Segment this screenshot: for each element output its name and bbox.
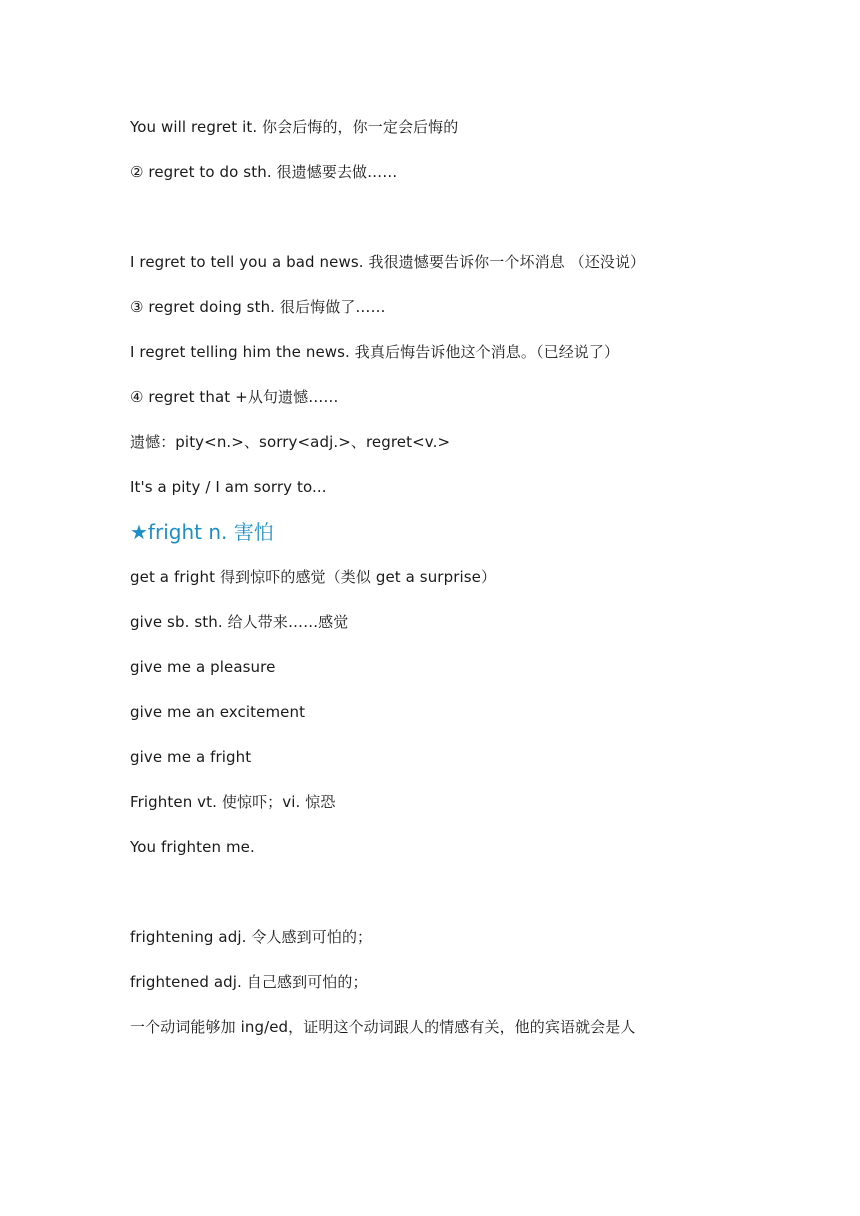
text-line: I regret telling him the news. 我真后悔告诉他这个消息。（已经说了） <box>130 343 620 361</box>
text-line: frightened adj. 自己感到可怕的； <box>130 973 368 991</box>
text-line: It's a pity / I am sorry to... <box>130 478 327 496</box>
text-line: ③ regret doing sth. 很后悔做了…… <box>130 298 386 316</box>
text-line: 遗憾：pity<n.>、sorry<adj.>、regret<v.> <box>130 433 451 451</box>
text-line: frightening adj. 令人感到可怕的； <box>130 928 373 946</box>
text-line: You frighten me. <box>130 838 255 856</box>
section-heading: ★fright n. 害怕 <box>130 520 274 544</box>
text-line: ② regret to do sth. 很遗憾要去做…… <box>130 163 398 181</box>
text-line: give me a fright <box>130 748 252 766</box>
text-line: 一个动词能够加 ing/ed，证明这个动词跟人的情感有关，他的宾语就会是人 <box>130 1018 636 1036</box>
text-line: get a fright 得到惊吓的感觉（类似 get a surprise） <box>130 568 497 586</box>
text-line: give me a pleasure <box>130 658 276 676</box>
text-line: ④ regret that +从句遗憾…… <box>130 388 339 406</box>
text-line: You will regret it. 你会后悔的，你一定会后悔的 <box>130 118 459 136</box>
text-line: Frighten vt. 使惊吓；vi. 惊恐 <box>130 793 336 811</box>
text-line: I regret to tell you a bad news. 我很遗憾要告诉你一个坏消息 （还没说） <box>130 253 646 271</box>
text-line: give me an excitement <box>130 703 306 721</box>
text-line: give sb. sth. 给人带来……感觉 <box>130 613 349 631</box>
